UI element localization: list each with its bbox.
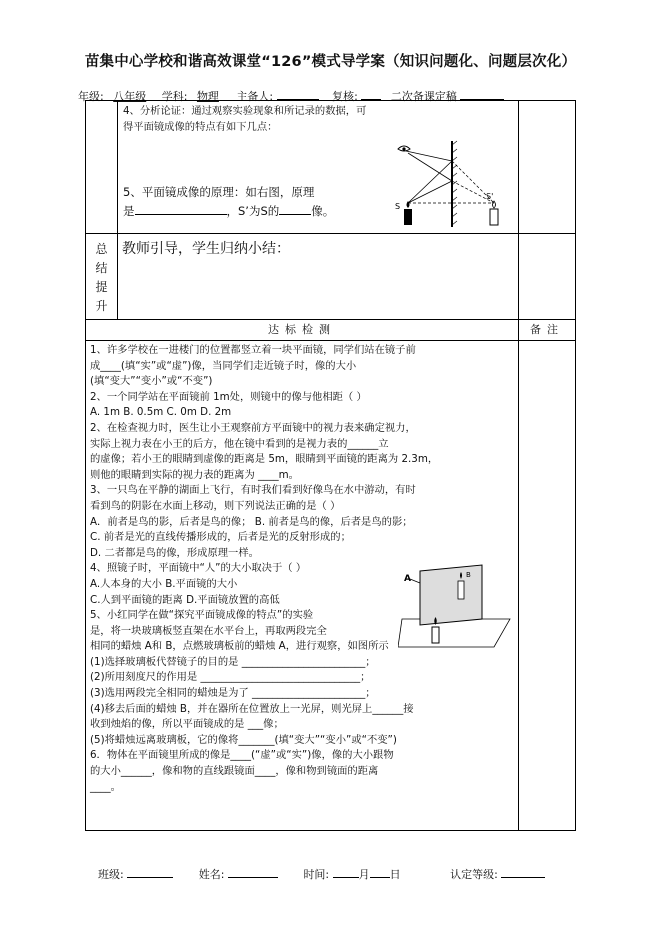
check-line: 是，将一块玻璃板竖直架在水平台上，再取两段完全	[90, 624, 327, 637]
preparer-label: 主备人:	[236, 90, 274, 103]
second-prep-blank[interactable]	[460, 88, 504, 100]
check-line: 1、许多学校在一进楼门的位置都竖立着一块平面镜，同学们站在镜子前	[90, 344, 416, 356]
summary-text: 教师引导，学生归纳小结：	[122, 241, 290, 257]
check-header-cell	[86, 320, 519, 341]
check-line: 收到烛焰的像，所以平面镜成的是 ___像；	[90, 718, 284, 731]
q5-post-text: 像。	[311, 204, 335, 218]
lesson-table	[85, 100, 576, 831]
check-line: 6．物体在平面镜里所成的像是____(“虚”或“实”)像，像的大小跟物	[90, 749, 394, 762]
grade-label: 年级:	[78, 90, 104, 103]
check-line: (2)所用刻度尺的作用是 _______________________________；	[90, 671, 371, 684]
summary-label: 总 结 提 升	[95, 242, 108, 313]
second-prep-label: 二次备课定稿	[390, 90, 457, 103]
check-line: C. 前者是光的直线传播形成的，后者是光的反射形成的；	[90, 531, 351, 544]
subject-value: 物理	[196, 90, 219, 103]
summary-remark-cell	[519, 234, 576, 320]
time-label: 时间:	[303, 868, 330, 881]
check-line: ____。	[90, 780, 121, 793]
review-blank[interactable]	[361, 88, 381, 100]
grade-value: 八年级	[113, 90, 147, 103]
check-line: 看到鸟的阴影在水面上移动，则下列说法正确的是（ ）	[90, 499, 341, 512]
q5-principle-blank[interactable]	[135, 203, 227, 215]
analysis-remark-cell	[519, 101, 576, 234]
check-line: A. 1m B. 0.5m C. 0m D. 2m	[90, 406, 232, 419]
check-line: A.人本身的大小 B.平面镜的大小	[90, 577, 238, 590]
page-title: 苗集中心学校和谐高效课堂“126”模式导学案（知识问题化、问题层次化）	[84, 54, 577, 70]
q5-image-type-blank[interactable]	[279, 203, 311, 215]
footer	[98, 866, 545, 882]
candle-s-prime	[490, 209, 498, 225]
level-blank[interactable]	[501, 866, 545, 878]
check-line: 成____(填“实”或“虚”)像，当同学们走近镜子时，像的大小	[90, 359, 357, 372]
check-remark-cell	[519, 341, 576, 831]
preparer-blank[interactable]	[277, 88, 319, 100]
summary-label-cell	[86, 234, 118, 320]
check-header-row	[86, 320, 576, 341]
label-b: B	[466, 571, 471, 579]
check-line: 实际上视力表在小王的后方，他在镜中看到的是视力表的______立	[90, 437, 389, 450]
check-line: (5)将蜡烛远离玻璃板，它的像将_______(填“变大”“变小”或“不变”)	[90, 733, 397, 746]
check-line: (4)移去后面的蜡烛 B，并在器所在位置放上一光屏，则光屏上______接	[90, 702, 414, 715]
q5-pre-text: 是	[123, 204, 135, 218]
class-label: 班级:	[98, 868, 124, 881]
month-label: 月	[358, 868, 370, 881]
day-blank[interactable]	[370, 866, 390, 878]
check-header: 达标检测	[268, 323, 336, 336]
remark-header: 备注	[530, 323, 564, 336]
remark-header-cell	[519, 320, 576, 341]
check-line: 3、一只鸟在平静的湖面上飞行，有时我们看到好像鸟在水中游动，有时	[90, 484, 416, 497]
analysis-row	[86, 101, 576, 234]
analysis-content-cell	[118, 101, 519, 234]
q5-mid-text: ，S’为S的	[226, 204, 280, 218]
check-line: 相同的蜡烛 A和 B，点燃玻璃板前的蜡烛 A，进行观察，如图所示	[90, 640, 389, 653]
name-label: 姓名:	[198, 868, 225, 881]
check-line: (1)选择玻璃板代替镜子的目的是 ________________________；	[90, 655, 376, 668]
check-line: A．前者是鸟的影，后者是鸟的像； B. 前者是鸟的像，后者是鸟的影；	[90, 515, 413, 528]
check-line: 4、照镜子时，平面镜中“人”的大小取决于（ ）	[90, 562, 307, 575]
mirror-ray-figure	[390, 139, 502, 229]
label-s-prime: S'	[486, 192, 494, 201]
analysis-q5-line2	[123, 203, 334, 220]
check-line: 2、在检查视力时，医生让小王观察前方平面镜中的视力表来确定视力，	[90, 421, 416, 434]
check-line: 5、小红同学在做“探究平面镜成像的特点”的实验	[90, 609, 314, 622]
review-label: 复核:	[332, 90, 358, 103]
subject-label: 学科:	[161, 90, 188, 103]
check-content-cell	[86, 341, 519, 831]
summary-content-cell	[118, 234, 519, 320]
analysis-left-cell	[86, 101, 118, 234]
check-line: 则他的眼睛到实际的视力表的距离为 ____m。	[90, 468, 299, 481]
check-line: (填“变大”“变小”或“不变”)	[90, 375, 213, 388]
check-line: D. 二者都是鸟的像，形成原理一样。	[90, 546, 259, 559]
name-blank[interactable]	[228, 866, 278, 878]
class-blank[interactable]	[127, 866, 173, 878]
check-content-row	[86, 341, 576, 831]
check-lines	[86, 341, 518, 795]
check-line: 的大小______，像和物的直线跟镜面____，像和物到镜面的距离	[90, 765, 379, 778]
day-label: 日	[389, 868, 401, 881]
month-blank[interactable]	[333, 866, 359, 878]
check-line: 2、一个同学站在平面镜前 1m处，则镜中的像与他相距（ ）	[90, 390, 367, 403]
analysis-q5-line1: 5、平面镜成像的原理：如右图，原理	[123, 185, 315, 199]
label-a: A	[404, 574, 411, 584]
analysis-q4: 4、分析论证：通过观察实验现象和所记录的数据，可得平面镜成像的特点有如下几点：	[123, 105, 367, 133]
level-label: 认定等级:	[450, 868, 498, 881]
check-line: 的虚像；若小王的眼睛到虚像的距离是 5m，眼睛到平面镜的距离为 2.3m，	[90, 453, 439, 466]
summary-row	[86, 234, 576, 320]
label-s: S	[395, 202, 401, 211]
check-line: (3)选用两段完全相同的蜡烛是为了 ______________________；	[90, 687, 376, 700]
check-line: C.人到平面镜的距离 D.平面镜放置的高低	[90, 593, 280, 606]
candle-s	[404, 209, 412, 225]
